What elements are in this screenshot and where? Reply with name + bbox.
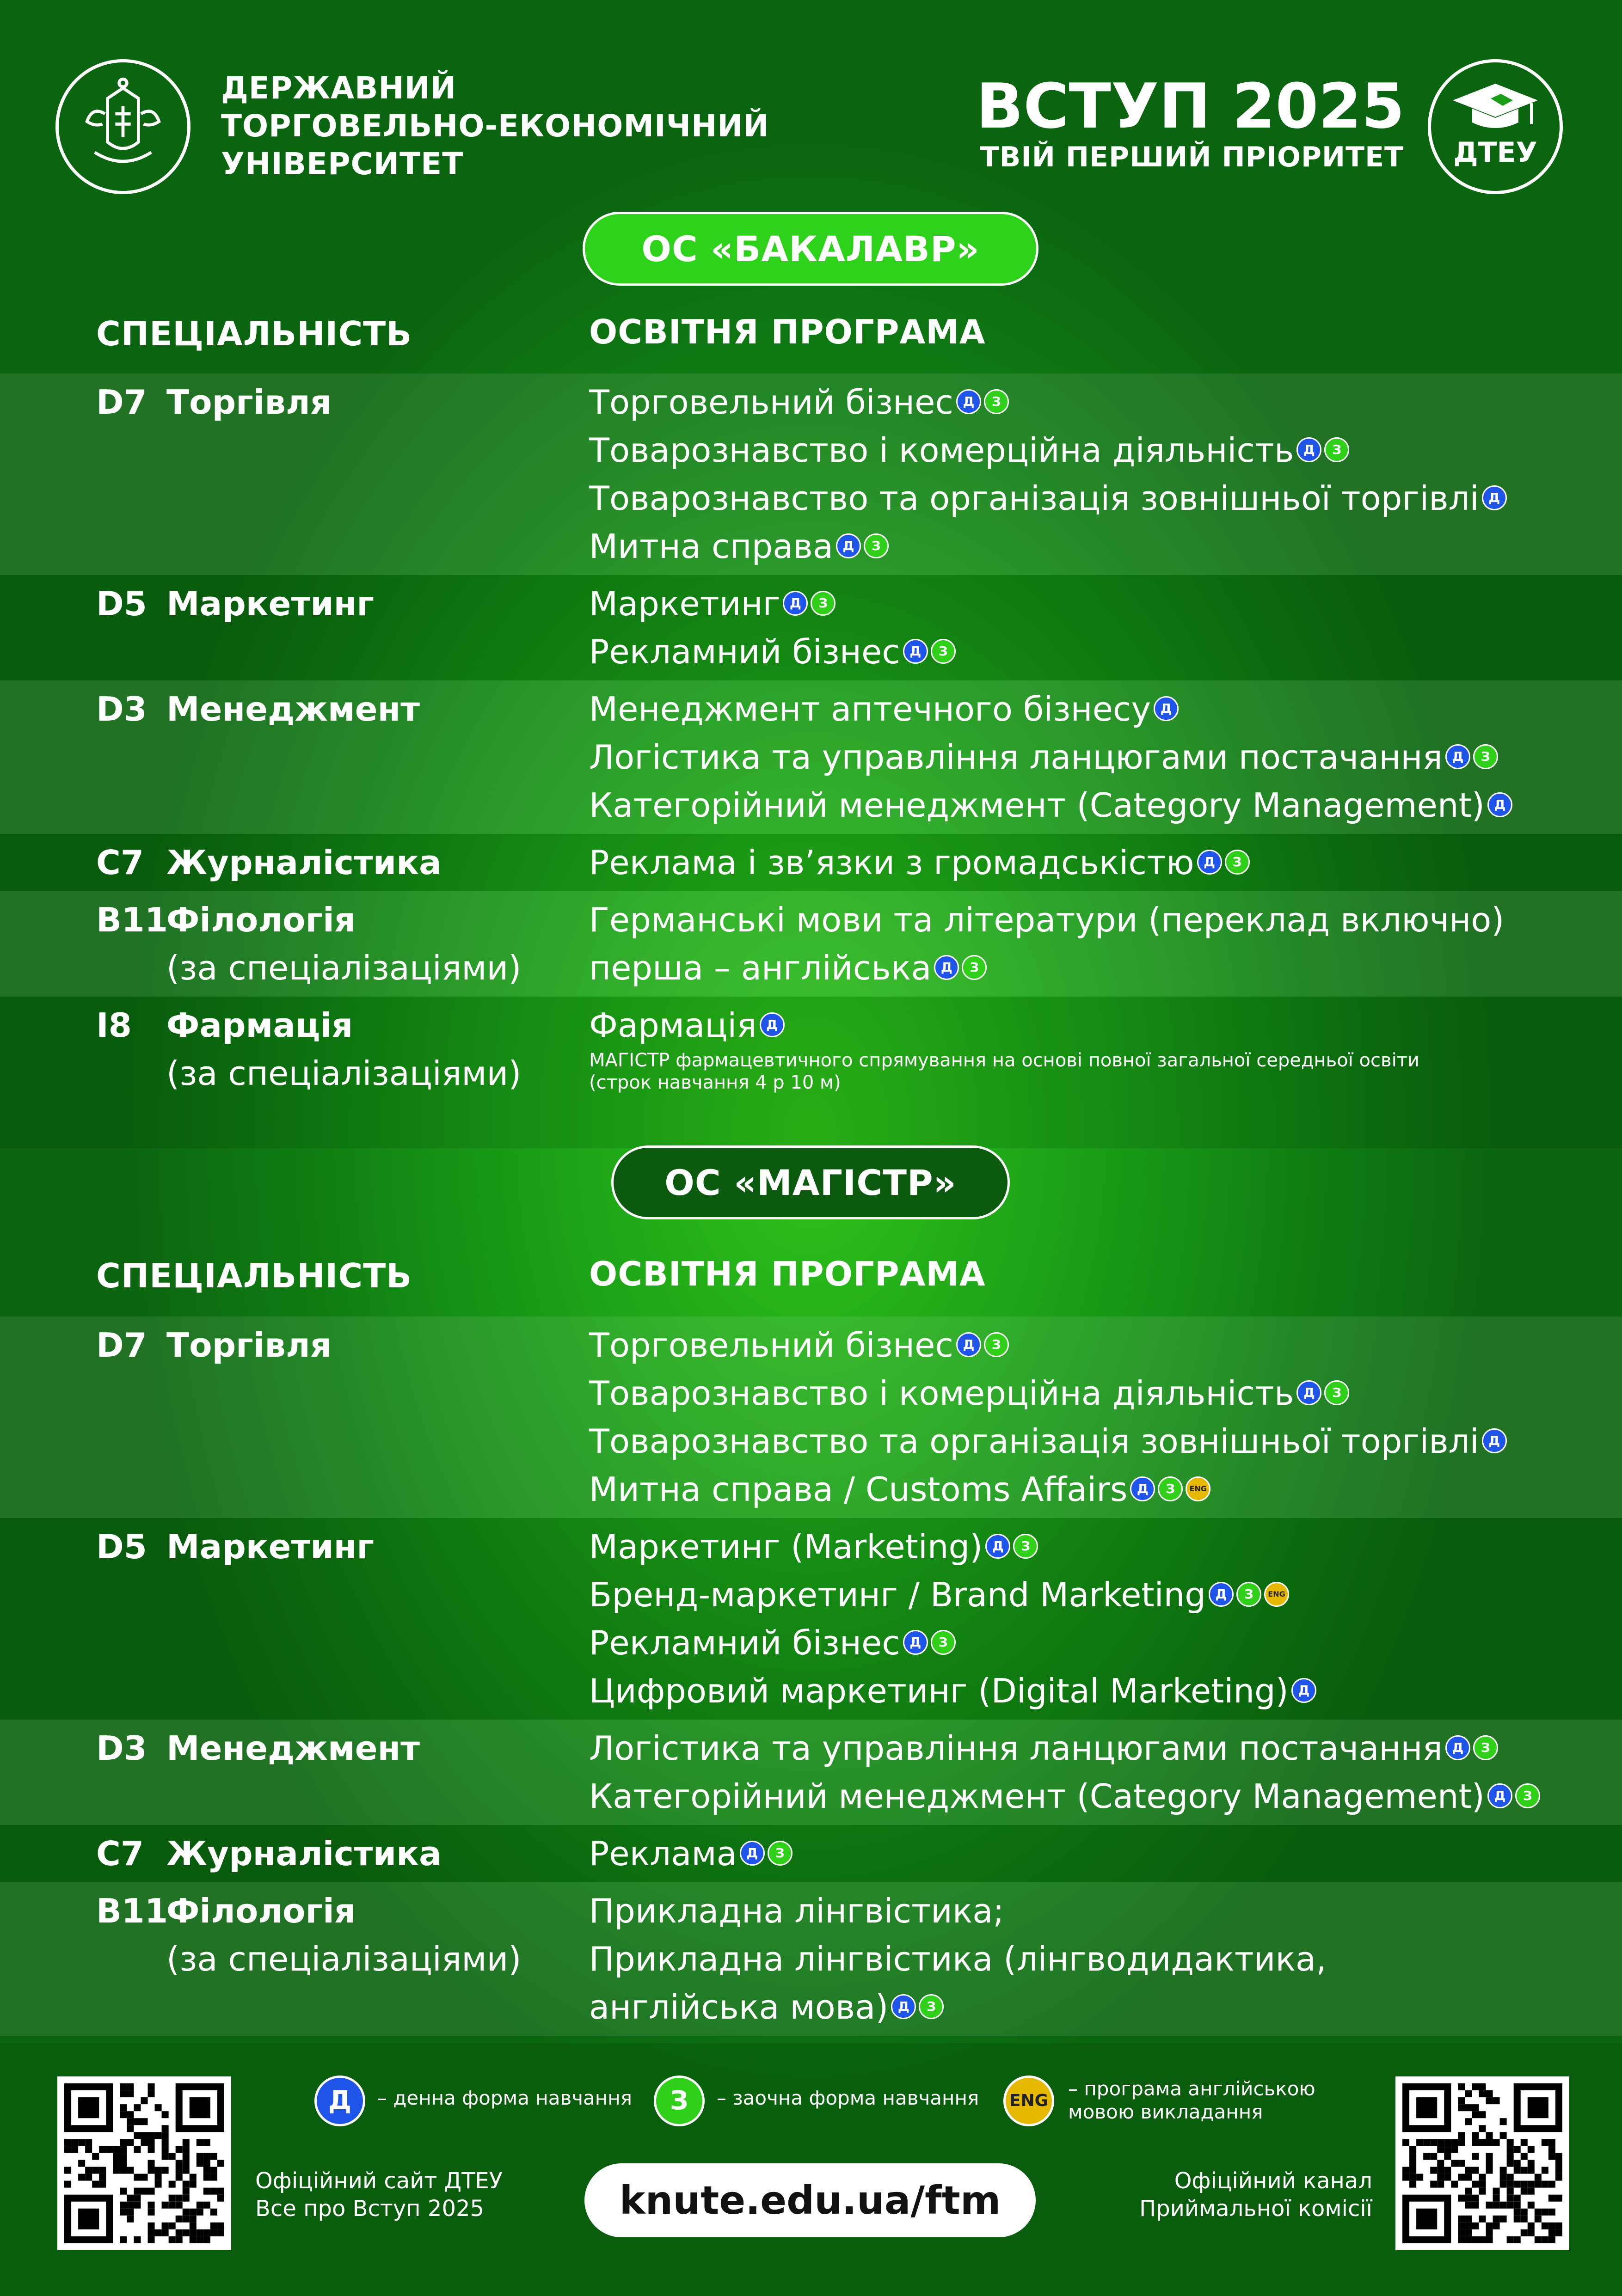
legend-english-badge: ENG bbox=[1003, 2076, 1054, 2126]
extramural-form-badge: З bbox=[1013, 1534, 1038, 1559]
specialty-code: C7 bbox=[96, 1834, 144, 1873]
specialty-code: D5 bbox=[96, 1527, 147, 1566]
day-form-badge: Д bbox=[1482, 1428, 1507, 1453]
program-name: Товарознавство і комерційна діяльність bbox=[589, 1374, 1294, 1413]
program-name: Категорійний менеджмент (Category Management) bbox=[589, 786, 1485, 825]
day-form-badge: Д bbox=[956, 389, 981, 414]
university-name bbox=[221, 69, 769, 183]
program-item bbox=[589, 1001, 785, 1049]
day-form-badge: Д bbox=[985, 1534, 1010, 1559]
program-name: Прикладна лінгвістика (лінгводидактика, bbox=[589, 1940, 1327, 1978]
day-form-badge: Д bbox=[836, 533, 861, 558]
channel-qr-code[interactable] bbox=[1395, 2076, 1569, 2250]
program-item bbox=[589, 1369, 1349, 1417]
admission-subtitle: ТВІЙ ПЕРШИЙ ПРІОРИТЕТ bbox=[980, 141, 1404, 173]
specialty-title: Торгівля bbox=[166, 1326, 332, 1365]
dteu-logo bbox=[1428, 59, 1563, 194]
specialty-name bbox=[96, 1321, 332, 1369]
day-form-badge: Д bbox=[1197, 850, 1222, 875]
day-form-badge: Д bbox=[1154, 696, 1179, 721]
legend-extramural-badge: З bbox=[654, 2076, 705, 2126]
bachelor-level-label: ОС «БАКАЛАВР» bbox=[583, 212, 1038, 286]
program-note: МАГІСТР фармацевтичного спрямування на основі повної загальної середньої освіти bbox=[589, 1050, 1419, 1071]
legend-day-badge: Д bbox=[314, 2076, 365, 2126]
program-item bbox=[589, 733, 1498, 781]
extramural-form-badge: З bbox=[931, 1630, 956, 1655]
specialty-name bbox=[96, 839, 442, 887]
channel-caption-line: Офіційний канал bbox=[1174, 2168, 1372, 2194]
program-name: Товарознавство та організація зовнішньої торгівлі bbox=[589, 479, 1479, 518]
program-item bbox=[589, 944, 987, 992]
channel-caption bbox=[1139, 2167, 1372, 2223]
website-caption bbox=[255, 2167, 503, 2223]
specialty-code: D3 bbox=[96, 690, 147, 729]
specialty-title: Журналістика bbox=[166, 843, 442, 882]
specialty-name bbox=[96, 1001, 353, 1049]
extramural-form-badge: З bbox=[1236, 1582, 1261, 1607]
bachelor-specialty-header: СПЕЦІАЛЬНІСТЬ bbox=[96, 314, 412, 353]
program-item bbox=[589, 839, 1250, 887]
specialty-title: Маркетинг bbox=[166, 584, 375, 623]
master-specialty-header: СПЕЦІАЛЬНІСТЬ bbox=[96, 1256, 412, 1295]
program-name: Товарознавство та організація зовнішньої торгівлі bbox=[589, 1422, 1479, 1461]
legend-extramural-text: – заочна форма навчання bbox=[717, 2087, 979, 2109]
program-name: Маркетинг (Marketing) bbox=[589, 1527, 983, 1566]
extramural-form-badge: З bbox=[768, 1841, 793, 1866]
specialty-title: Менеджмент bbox=[166, 690, 420, 729]
master-program-header: ОСВІТНЯ ПРОГРАМА bbox=[589, 1255, 986, 1293]
website-caption-line: Офіційний сайт ДТЕУ bbox=[255, 2168, 503, 2194]
extramural-form-badge: З bbox=[962, 955, 987, 980]
specialty-subtitle: (за спеціалізаціями) bbox=[166, 1940, 522, 1978]
day-form-badge: Д bbox=[1296, 437, 1321, 462]
program-name: Маркетинг bbox=[589, 584, 780, 623]
specialty-code: I8 bbox=[96, 1006, 132, 1045]
specialty-title: Маркетинг bbox=[166, 1527, 375, 1566]
specialty-title: Філологія bbox=[166, 900, 356, 939]
program-item bbox=[589, 1772, 1540, 1820]
english-form-badge: ENG bbox=[1186, 1476, 1210, 1501]
website-link[interactable]: knute.edu.ua/ftm bbox=[584, 2163, 1036, 2237]
website-qr-code[interactable] bbox=[57, 2076, 231, 2250]
logo-text: ДТЕУ bbox=[1453, 136, 1537, 169]
specialty-subtitle: (за спеціалізаціями) bbox=[166, 949, 522, 987]
specialty-title: Журналістика bbox=[166, 1834, 442, 1873]
specialty-title: Менеджмент bbox=[166, 1729, 420, 1768]
program-item bbox=[589, 580, 836, 628]
specialty-name bbox=[96, 1887, 356, 1935]
extramural-form-badge: З bbox=[984, 1332, 1009, 1357]
qr-code-icon bbox=[57, 2076, 231, 2250]
extramural-form-badge: З bbox=[864, 533, 889, 558]
day-form-badge: Д bbox=[934, 955, 959, 980]
extramural-form-badge: З bbox=[931, 639, 956, 664]
extramural-form-badge: З bbox=[1515, 1783, 1540, 1808]
program-name: перша – англійська bbox=[589, 949, 932, 987]
qr-code-icon bbox=[1395, 2076, 1569, 2250]
extramural-form-badge: З bbox=[1158, 1476, 1183, 1501]
specialty-name bbox=[96, 1523, 374, 1571]
day-form-badge: Д bbox=[1445, 744, 1470, 769]
legend-day-text: – денна форма навчання bbox=[377, 2087, 632, 2109]
specialty-name bbox=[96, 685, 420, 733]
program-name: Рекламний бізнес bbox=[589, 1623, 900, 1662]
master-level-label: ОС «МАГІСТР» bbox=[611, 1145, 1010, 1219]
program-name: Бренд-маркетинг / Brand Marketing bbox=[589, 1575, 1206, 1614]
program-item bbox=[589, 1667, 1316, 1715]
university-name-line: ТОРГОВЕЛЬНО-ЕКОНОМІЧНИЙ bbox=[221, 108, 769, 144]
program-name: Менеджмент аптечного бізнесу bbox=[589, 690, 1151, 729]
university-emblem-icon bbox=[55, 59, 190, 194]
program-item bbox=[589, 1417, 1507, 1465]
specialty-subtitle: (за спеціалізаціями) bbox=[166, 1054, 522, 1093]
program-item bbox=[589, 1724, 1498, 1772]
program-item bbox=[589, 1571, 1289, 1619]
program-name: Категорійний менеджмент (Category Management) bbox=[589, 1777, 1485, 1816]
specialty-code: D7 bbox=[96, 1326, 147, 1365]
program-name: Логістика та управління ланцюгами постачання bbox=[589, 738, 1443, 777]
bachelor-program-header: ОСВІТНЯ ПРОГРАМА bbox=[589, 312, 986, 351]
program-item bbox=[589, 685, 1179, 733]
program-item bbox=[589, 474, 1507, 522]
program-name: Реклама bbox=[589, 1834, 737, 1873]
specialty-title: Філологія bbox=[166, 1892, 356, 1930]
channel-caption-line: Приймальної комісії bbox=[1139, 2196, 1372, 2222]
extramural-form-badge: З bbox=[984, 389, 1009, 414]
program-name: Логістика та управління ланцюгами постачання bbox=[589, 1729, 1443, 1768]
english-form-badge: ENG bbox=[1264, 1582, 1289, 1607]
specialty-code: B11 bbox=[96, 1892, 168, 1930]
program-name: Митна справа bbox=[589, 527, 833, 566]
program-name: Рекламний бізнес bbox=[589, 632, 900, 671]
day-form-badge: Д bbox=[903, 1630, 928, 1655]
day-form-badge: Д bbox=[1296, 1380, 1321, 1405]
program-item bbox=[589, 1619, 956, 1667]
program-item bbox=[589, 1887, 1004, 1935]
legend-english-line: – програма англійською bbox=[1068, 2077, 1315, 2100]
specialty-name bbox=[96, 580, 374, 628]
program-name: Фармація bbox=[589, 1006, 757, 1045]
program-name: Торговельний бізнес bbox=[589, 1326, 953, 1365]
program-item bbox=[589, 896, 1504, 944]
specialty-name bbox=[96, 378, 332, 426]
specialty-code: D3 bbox=[96, 1729, 147, 1768]
specialty-title: Фармація bbox=[166, 1006, 353, 1045]
extramural-form-badge: З bbox=[1225, 850, 1250, 875]
day-form-badge: Д bbox=[903, 639, 928, 664]
specialty-title: Торгівля bbox=[166, 383, 332, 422]
university-name-line: ДЕРЖАВНИЙ bbox=[221, 70, 457, 106]
day-form-badge: Д bbox=[1487, 792, 1512, 817]
legend-english-line: мовою викладання bbox=[1068, 2100, 1263, 2123]
day-form-badge: Д bbox=[1291, 1678, 1316, 1703]
specialty-code: B11 bbox=[96, 900, 168, 939]
specialty-name bbox=[96, 1830, 442, 1878]
program-item bbox=[589, 426, 1349, 474]
website-caption-line: Все про Вступ 2025 bbox=[255, 2196, 485, 2222]
program-item bbox=[589, 781, 1512, 829]
program-item bbox=[589, 1983, 944, 2031]
specialty-code: D5 bbox=[96, 584, 147, 623]
day-form-badge: Д bbox=[1487, 1783, 1512, 1808]
program-name: Цифровий маркетинг (Digital Marketing) bbox=[589, 1671, 1289, 1710]
university-name-line: УНІВЕРСИТЕТ bbox=[221, 146, 464, 182]
day-form-badge: Д bbox=[783, 591, 808, 616]
day-form-badge: Д bbox=[956, 1332, 981, 1357]
program-item bbox=[589, 628, 956, 676]
program-name: Германські мови та літератури (переклад включно) bbox=[589, 900, 1505, 939]
program-name: Митна справа / Customs Affairs bbox=[589, 1470, 1128, 1509]
extramural-form-badge: З bbox=[919, 1994, 944, 2019]
program-item bbox=[589, 1465, 1210, 1513]
program-item bbox=[589, 1321, 1009, 1369]
graduation-cap-icon bbox=[1449, 80, 1542, 135]
program-item bbox=[589, 1523, 1038, 1571]
day-form-badge: Д bbox=[1445, 1735, 1470, 1760]
program-name: Прикладна лінгвістика; bbox=[589, 1892, 1004, 1930]
program-item bbox=[589, 522, 889, 570]
program-name: англійська мова) bbox=[589, 1988, 889, 2027]
admission-title: ВСТУП 2025 bbox=[976, 70, 1405, 142]
legend-english-text bbox=[1068, 2077, 1315, 2124]
program-item bbox=[589, 1935, 1327, 1983]
specialty-code: C7 bbox=[96, 843, 144, 882]
specialty-code: D7 bbox=[96, 383, 147, 422]
extramural-form-badge: З bbox=[1473, 1735, 1498, 1760]
program-name: Торговельний бізнес bbox=[589, 383, 953, 422]
day-form-badge: Д bbox=[1482, 485, 1507, 510]
program-item bbox=[589, 378, 1009, 426]
extramural-form-badge: З bbox=[811, 591, 836, 616]
extramural-form-badge: З bbox=[1324, 437, 1349, 462]
program-note: (строк навчання 4 р 10 м) bbox=[589, 1072, 841, 1093]
specialty-name bbox=[96, 1724, 420, 1772]
day-form-badge: Д bbox=[760, 1012, 785, 1037]
extramural-form-badge: З bbox=[1324, 1380, 1349, 1405]
day-form-badge: Д bbox=[891, 1994, 916, 2019]
day-form-badge: Д bbox=[740, 1841, 765, 1866]
program-name: Товарознавство і комерційна діяльність bbox=[589, 431, 1294, 470]
day-form-badge: Д bbox=[1209, 1582, 1234, 1607]
program-name: Реклама і зв’язки з громадськістю bbox=[589, 843, 1194, 882]
extramural-form-badge: З bbox=[1473, 744, 1498, 769]
specialty-name bbox=[96, 896, 356, 944]
day-form-badge: Д bbox=[1130, 1476, 1155, 1501]
program-item bbox=[589, 1830, 793, 1878]
